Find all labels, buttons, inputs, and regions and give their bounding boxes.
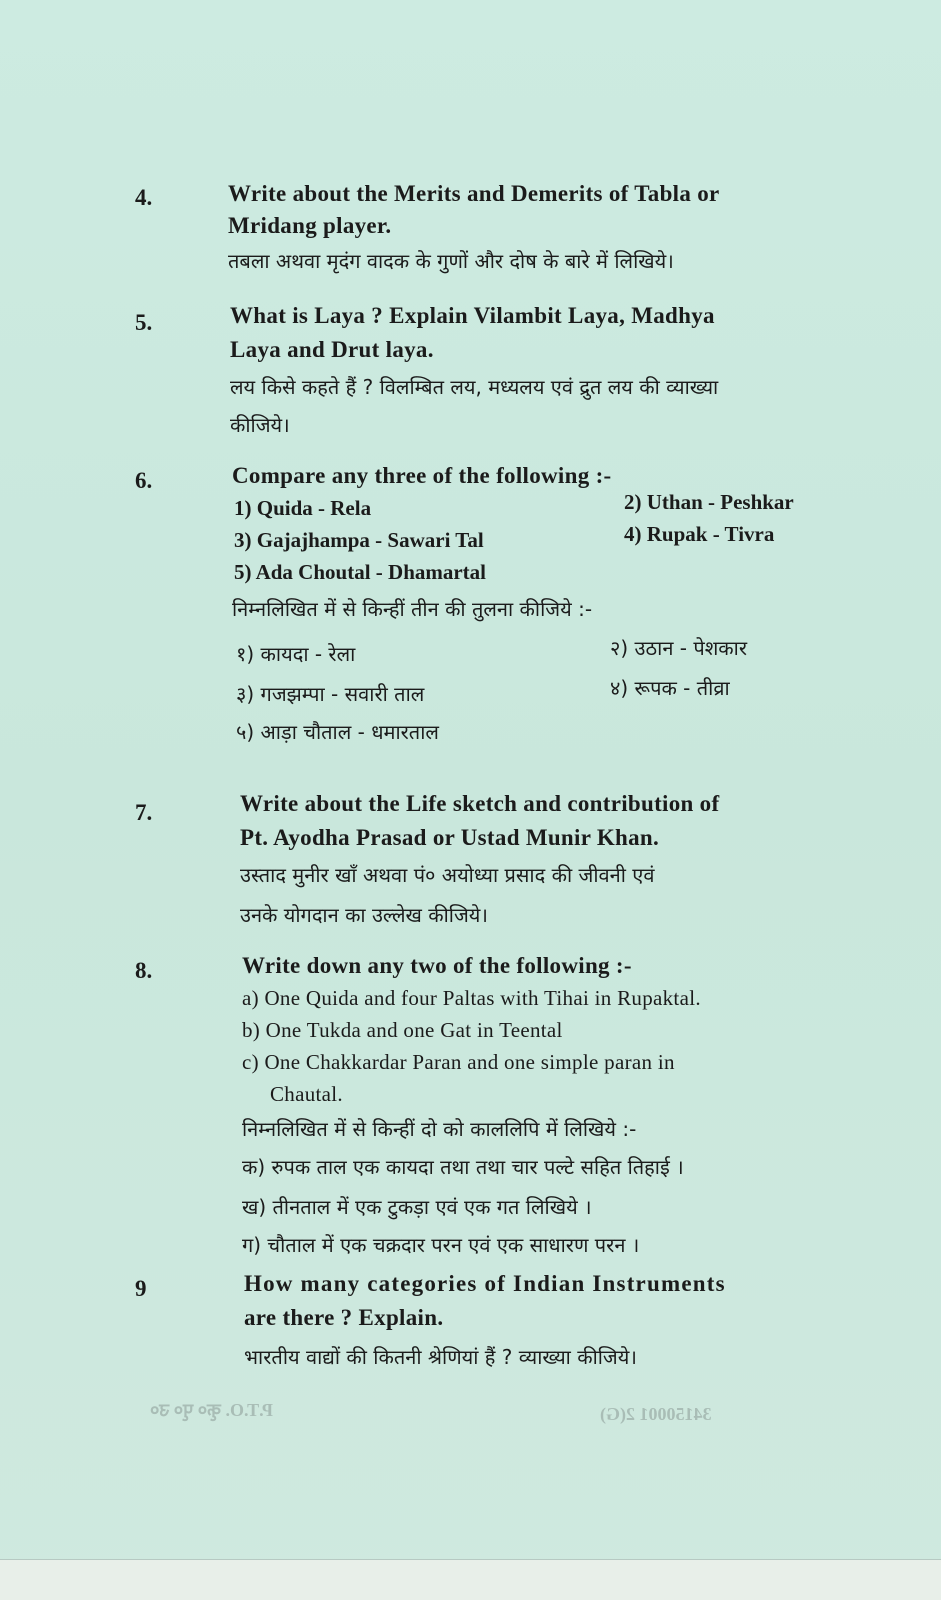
option-item: b) One Tukda and one Gat in Teental — [242, 1018, 563, 1042]
question-number: 7. — [135, 800, 153, 825]
option-item: 5) Ada Choutal - Dhamartal — [234, 560, 487, 584]
question-text-english: Write about the Life sketch and contribution of — [240, 791, 720, 816]
question-number: 6. — [135, 468, 153, 493]
question-text-english: Write about the Merits and Demerits of Tabla or — [228, 181, 720, 206]
question-text-hindi: उनके योगदान का उल्लेख कीजिये। — [240, 903, 488, 927]
question-number: 5. — [135, 310, 153, 335]
question-text-english: Laya and Drut laya. — [230, 337, 434, 362]
question-text-hindi: लय किसे कहते हैं ? विलम्बित लय, मध्यलय एवं द्रुत लय की व्याख्या — [230, 375, 719, 399]
option-item: a) One Quida and four Paltas with Tihai in Rupaktal. — [242, 986, 701, 1010]
option-item-hindi: १) कायदा - रेला — [236, 642, 356, 666]
question-number: 8. — [135, 958, 153, 983]
option-item: 1) Quida - Rela — [234, 496, 372, 520]
page-bottom-edge — [0, 1559, 941, 1600]
question-text-english: Pt. Ayodha Prasad or Ustad Munir Khan. — [240, 825, 660, 850]
option-item-hindi: ग) चौताल में एक चक्रदार परन एवं एक साधारण परन । — [242, 1233, 640, 1257]
question-text-hindi: भारतीय वाद्यों की कितनी श्रेणियां हैं ? व्याख्या कीजिये। — [244, 1345, 637, 1369]
option-item: c) One Chakkardar Paran and one simple paran in — [242, 1050, 675, 1074]
question-text-english: Compare any three of the following :- — [232, 463, 612, 488]
question-text-english: are there ? Explain. — [244, 1305, 444, 1330]
question-text-hindi: निम्नलिखित में से किन्हीं दो को काललिपि में लिखिये :- — [242, 1117, 637, 1141]
question-text-english: Write down any two of the following :- — [242, 953, 632, 978]
option-item-hindi: ५) आड़ा चौताल - धमारताल — [236, 720, 439, 744]
question-text-hindi: कीजिये। — [230, 413, 290, 437]
question-text-english: How many categories of Indian Instruments — [244, 1271, 726, 1296]
option-item-hindi: ३) गजझम्पा - सवारी ताल — [236, 682, 425, 706]
question-text-english: Mridang player. — [228, 213, 392, 238]
question-number: 4. — [135, 185, 153, 210]
show-through-code: 34150001 2(G) — [600, 1404, 712, 1424]
show-through-pto: P.T.O. कृ० पृ० उ० — [150, 1400, 274, 1420]
option-item: 4) Rupak - Tivra — [624, 522, 775, 546]
option-item: 2) Uthan - Peshkar — [624, 490, 794, 514]
option-item-hindi: क) रुपक ताल एक कायदा तथा तथा चार पल्टे सहित तिहाई । — [242, 1155, 684, 1179]
question-text-english: What is Laya ? Explain Vilambit Laya, Madhya — [230, 303, 715, 328]
question-text-hindi: निम्नलिखित में से किन्हीं तीन की तुलना कीजिये :- — [232, 597, 593, 621]
question-number: 9 — [135, 1276, 147, 1301]
option-item-hindi: ख) तीनताल में एक टुकड़ा एवं एक गत लिखिये । — [242, 1195, 592, 1219]
option-item-hindi: ४) रूपक - तीव्रा — [610, 676, 730, 700]
option-item: 3) Gajajhampa - Sawari Tal — [234, 528, 484, 552]
option-item: Chautal. — [270, 1082, 343, 1106]
question-text-hindi: उस्ताद मुनीर खाँ अथवा पं० अयोध्या प्रसाद की जीवनी एवं — [240, 863, 655, 887]
question-text-hindi: तबला अथवा मृदंग वादक के गुणों और दोष के बारे में लिखिये। — [228, 249, 674, 273]
option-item-hindi: २) उठान - पेशकार — [610, 636, 748, 660]
